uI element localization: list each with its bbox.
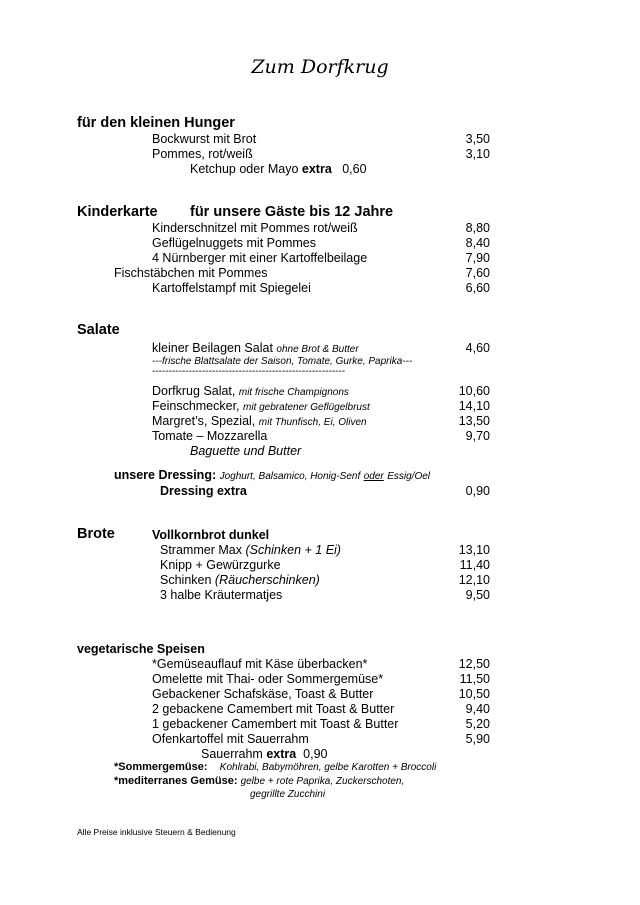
dressing-last: Essig/Oel [387, 471, 431, 482]
salad-name: Dorfkrug Salat, [152, 384, 236, 398]
snacks-extra [190, 162, 367, 176]
menu-item-price: 7,60 [465, 266, 490, 280]
snacks-extra-price: 0,60 [342, 162, 367, 176]
baguette-note: Baguette und Butter [190, 444, 302, 458]
menu-item-name: 4 Nürnberger mit einer Kartoffelbeilage [152, 251, 368, 265]
menu-item-name [152, 399, 370, 413]
salad-name: Margret’s, Spezial, [152, 414, 256, 428]
menu-item-name: Gebackener Schafskäse, Toast & Butter [152, 687, 374, 701]
menu-item-name: 3 halbe Kräutermatjes [160, 588, 283, 602]
menu-item-price: 8,80 [465, 221, 490, 235]
dressing-line [114, 468, 430, 482]
menu-item-name [160, 573, 320, 587]
menu-item-price: 10,50 [458, 687, 490, 701]
dressing-or: oder [363, 471, 384, 482]
menu-item-price: 14,10 [458, 399, 490, 413]
menu-item-name: Pommes, rot/weiß [152, 147, 253, 161]
menu-item-name: Kinderschnitzel mit Pommes rot/weiß [152, 221, 358, 235]
dressing-label: unsere Dressing: [114, 468, 217, 482]
sauerrahm-extra [201, 747, 328, 761]
menu-item-name: 2 gebackene Camembert mit Toast & Butter [152, 702, 395, 716]
menu-item-price: 3,50 [465, 132, 490, 146]
menu-item-price: 8,40 [465, 236, 490, 250]
menu-item-price: 9,70 [465, 429, 490, 443]
menu-item-name [152, 384, 349, 398]
dressing-options: Joghurt, Balsamico, Honig-Senf [219, 471, 361, 482]
menu-item-name: Omelette mit Thai- oder Sommergemüse* [152, 672, 384, 686]
med-text: gelbe + rote Paprika, Zuckerschoten, [240, 776, 405, 787]
menu-item-price: 11,50 [459, 672, 490, 686]
menu-item-name: 1 gebackener Camembert mit Toast & Butter [152, 717, 399, 731]
section-heading-salads: Salate [77, 322, 120, 338]
menu-item-price: 3,10 [465, 147, 490, 161]
summer-label: *Sommergemüse: [114, 761, 208, 773]
section-heading-veg: vegetarische Speisen [77, 642, 205, 656]
menu-item-name: Tomate – Mozzarella [152, 429, 268, 443]
salad-description: ---frische Blattsalate der Saison, Tomate, Gurke, Paprika--- [152, 356, 413, 367]
menu-item-price: 13,10 [458, 543, 490, 557]
menu-item-price: 5,90 [465, 732, 490, 746]
salad-note: mit Thunfisch, Ei, Oliven [258, 417, 367, 428]
menu-item-name [152, 414, 367, 428]
summer-veg-note [114, 761, 436, 773]
menu-item-price: 11,40 [459, 558, 490, 572]
bread-name: Schinken [160, 573, 212, 587]
salad-name: Feinschmecker, [152, 399, 240, 413]
side-salad-note: ohne Brot & Butter [276, 344, 359, 355]
menu-item-name: Knipp + Gewürzgurke [160, 558, 281, 572]
bread-note: (Räucherschinken) [214, 573, 320, 587]
page-title: Zum Dorfkrug [251, 56, 389, 78]
section-heading-breads: Brote [77, 526, 115, 542]
menu-item-price: 7,90 [465, 251, 490, 265]
menu-item-price: 12,10 [458, 573, 490, 587]
section-subheading-breads: Vollkornbrot dunkel [152, 528, 270, 542]
menu-item-name: *Gemüseauflauf mit Käse überbacken* [152, 657, 368, 671]
dressing-extra: Dressing extra [160, 484, 247, 498]
divider: ---------------------------------------------------------- [152, 366, 346, 377]
menu-item-name [152, 341, 359, 355]
menu-item-price: 0,90 [465, 484, 490, 498]
med-text-2: gegrillte Zucchini [250, 789, 326, 800]
menu-item-name: Kartoffelstampf mit Spiegelei [152, 281, 311, 295]
med-label: *mediterranes Gemüse: [114, 775, 238, 787]
menu-item-name [160, 543, 341, 557]
summer-text: Kohlrabi, Babymöhren, gelbe Karotten + Broccoli [219, 762, 437, 773]
menu-item-price: 9,50 [465, 588, 490, 602]
menu-item-price: 9,40 [465, 702, 490, 716]
salad-note: mit gebratener Geflügelbrust [243, 402, 370, 413]
snacks-extra-label: extra [301, 162, 332, 176]
sauerrahm-price: 0,90 [303, 747, 328, 761]
salad-note: mit frische Champignons [238, 387, 349, 398]
sauerrahm-text: Sauerrahm [201, 747, 263, 761]
bread-name: Strammer Max [160, 543, 242, 557]
menu-item-price: 5,20 [465, 717, 490, 731]
sauerrahm-label: extra [266, 747, 297, 761]
menu-item-price: 6,60 [465, 281, 490, 295]
menu-item-price: 13,50 [458, 414, 490, 428]
bread-note: (Schinken + 1 Ei) [245, 543, 341, 557]
side-salad-name: kleiner Beilagen Salat [152, 341, 273, 355]
section-heading-snacks: für den kleinen Hunger [77, 115, 235, 131]
footer-note: Alle Preise inklusive Steuern & Bedienung [77, 827, 236, 837]
menu-item-name: Bockwurst mit Brot [152, 132, 257, 146]
snacks-extra-text: Ketchup oder Mayo [190, 162, 299, 176]
menu-item-price: 10,60 [458, 384, 490, 398]
section-subheading-kids: für unsere Gäste bis 12 Jahre [190, 204, 394, 220]
menu-item-price: 4,60 [465, 341, 490, 355]
menu-item-name: Geflügelnuggets mit Pommes [152, 236, 316, 250]
section-heading-kids: Kinderkarte [77, 204, 158, 220]
menu-item-name: Ofenkartoffel mit Sauerrahm [152, 732, 309, 746]
med-veg-note [114, 775, 404, 787]
menu-item-price: 12,50 [458, 657, 490, 671]
menu-item-name: Fischstäbchen mit Pommes [114, 266, 268, 280]
